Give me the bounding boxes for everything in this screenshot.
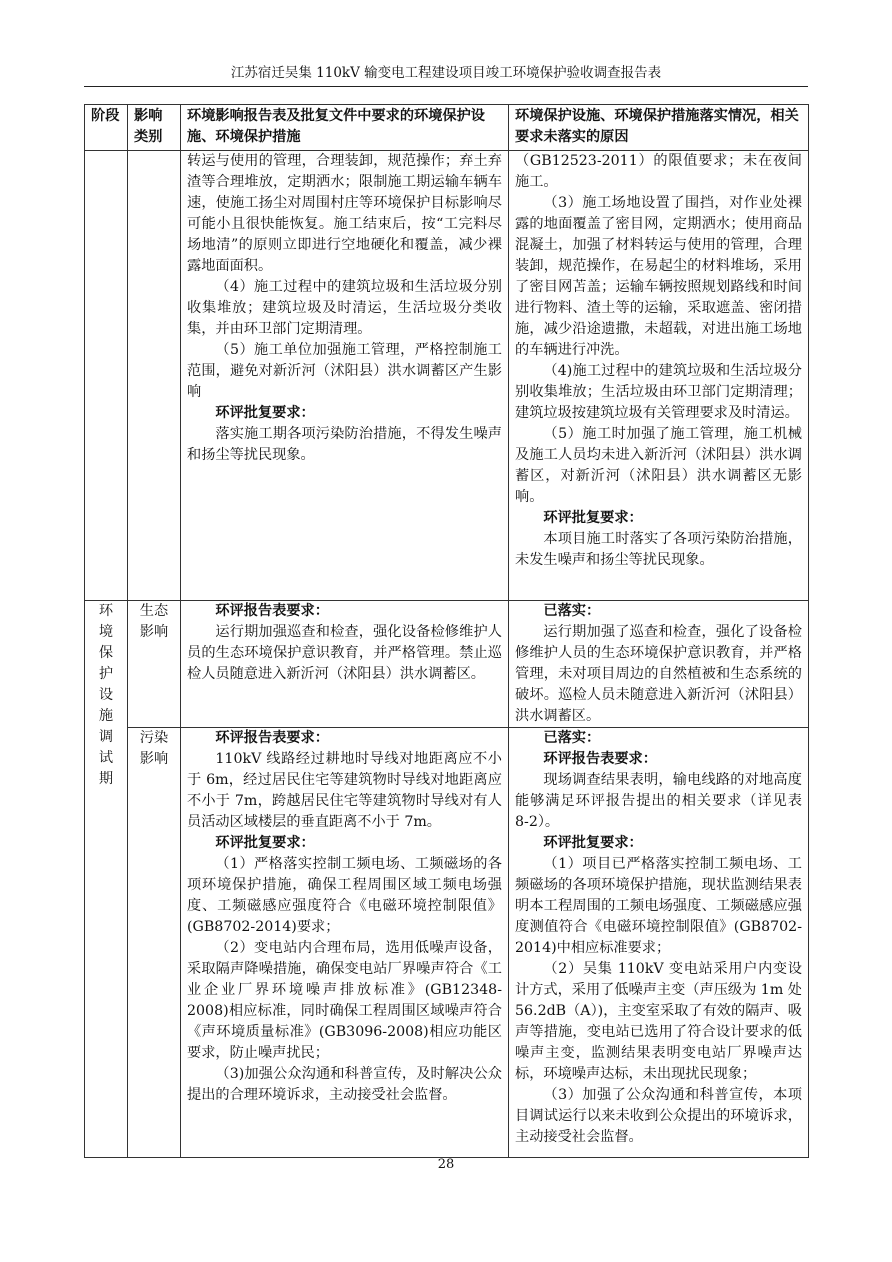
implementation-paragraph: （GB12523-2011）的限值要求；未在夜间施工。	[515, 153, 802, 190]
stage-label-commissioning: 环 境 保 护 设 施 调 试 期	[85, 601, 128, 1158]
requirement-subheading: 环评批复要求：	[215, 835, 315, 851]
implementation-paragraph: （2）吴集 110kV 变电站采用户内变设计方式，采用了低噪声主变（声压级为 1m 处 56.2dB（A）)，主变室采取了有效的隔声、吸声等措施，变电站已选用了符合设计要求的低噪声主变，监测结果表明变电站厂界噪声达标，环境噪声达标，未出现扰民现象；	[515, 961, 802, 1082]
implementation-subheading: 已落实：	[543, 730, 601, 746]
implementation-cell	[509, 151, 809, 601]
requirement-paragraph: （1）严格落实控制工频电场、工频磁场的各项环境保护措施，确保工程周围区域工频电场强度、工频磁感应强度符合《电磁环境控制限值》(GB8702-2014)要求；	[187, 856, 502, 935]
requirements-cell	[181, 151, 509, 601]
requirement-subheading: 环评报告表要求：	[215, 730, 329, 746]
requirement-paragraph: 落实施工期各项污染防治措施，不得发生噪声和扬尘等扰民现象。	[187, 426, 502, 463]
implementation-subheading: 环评报告表要求：	[543, 751, 657, 767]
implementation-subheading: 环评批复要求：	[543, 510, 643, 526]
implementation-paragraph: 本项目施工时落实了各项污染防治措施，未发生噪声和扬尘等扰民现象。	[515, 531, 802, 568]
implementation-paragraph: （1）项目已严格落实控制工频电场、工频磁场的各项环境保护措施，现状监测结果表明本工程周围的工频电场强度、工频磁感应强度测值符合《电磁环境控制限值》(GB8702-2014)中相应标准要求；	[515, 856, 802, 956]
requirements-cell	[181, 728, 509, 1158]
implementation-paragraph: （3）施工场地设置了围挡，对作业处裸露的地面覆盖了密目网，定期洒水；使用商品混凝土，加强了材料转运与使用的管理，合理装卸，规范操作，在易起尘的材料堆场，采用了密目网苫盖；运输车辆按照规划路线和时间进行物料、渣土等的运输，采取遮盖、密闭措施，减少沿途遗撒，未超载，对进出施工场地的车辆进行冲洗。	[515, 195, 802, 358]
requirement-paragraph: 转运与使用的管理，合理装卸，规范操作；弃土弃渣等合理堆放，定期洒水；限制施工期运输车辆车速，使施工扬尘对周围村庄等环境保护目标影响尽可能小且很快能恢复。施工结束后，按“工完料尽场地清”的原则立即进行空地硬化和覆盖，减少裸露地面面积。	[187, 153, 502, 274]
table-row-ecological-impact	[85, 601, 809, 728]
table-row-construction-continued	[85, 151, 809, 601]
implementation-paragraph: 现场调查结果表明，输电线路的对地高度能够满足环评报告提出的相关要求（详见表 8-2）。	[515, 772, 802, 830]
implementation-cell	[509, 728, 809, 1158]
header-impact-type: 影响类别	[128, 105, 181, 151]
type-cell-empty	[128, 151, 181, 601]
requirement-subheading: 环评报告表要求：	[215, 603, 329, 619]
requirement-paragraph: 110kV 线路经过耕地时导线对地距离应不小于 6m，经过居民住宅等建筑物时导线对地距离应不小于 7m，跨越居民住宅等建筑物时导线对有人员活动区域楼层的垂直距离不小于 7m。	[187, 751, 502, 830]
requirement-subheading: 环评批复要求：	[215, 405, 315, 421]
requirement-paragraph: （4）施工过程中的建筑垃圾和生活垃圾分别收集堆放；建筑垃圾及时清运，生活垃圾分类收集，并由环卫部门定期清理。	[187, 279, 502, 337]
requirements-cell	[181, 601, 509, 728]
header-stage: 阶段	[85, 105, 128, 151]
implementation-cell	[509, 601, 809, 728]
header-implementation: 环境保护设施、环境保护措施落实情况，相关要求未落实的原因	[509, 105, 809, 151]
table-header-row	[85, 105, 809, 151]
impact-type-pollution: 污染 影响	[128, 728, 181, 1158]
header-divider	[84, 86, 808, 87]
page-number: 28	[437, 1157, 455, 1172]
environmental-protection-table	[84, 104, 809, 1158]
requirement-paragraph: （2）变电站内合理布局，选用低噪声设备，采取隔声降噪措施，确保变电站厂界噪声符合《工业企业厂界环境噪声排放标准》(GB12348-2008)相应标准，同时确保工程周围区域噪声符合《声环境质量标准》(GB3096-2008)相应功能区要求，防止噪声扰民；	[187, 940, 502, 1061]
requirement-paragraph: （5）施工单位加强施工管理，严格控制施工范围，避免对新沂河（沭阳县）洪水调蓄区产生影响	[187, 342, 502, 400]
page-header-title: 江苏宿迁吴集 110kV 输变电工程建设项目竣工环境保护验收调查报告表	[230, 65, 662, 81]
stage-cell-empty	[85, 151, 128, 601]
header-requirements: 环境影响报告表及批复文件中要求的环境保护设施、环境保护措施	[181, 105, 509, 151]
implementation-paragraph: （4)施工过程中的建筑垃圾和生活垃圾分别收集堆放；生活垃圾由环卫部门定期清理；建筑垃圾按建筑垃圾有关管理要求及时清运。	[515, 363, 802, 421]
implementation-paragraph: （5）施工时加强了施工管理，施工机械及施工人员均未进入新沂河（沭阳县）洪水调蓄区，对新沂河（沭阳县）洪水调蓄区无影响。	[515, 426, 802, 505]
implementation-paragraph: （3）加强了公众沟通和科普宣传，本项目调试运行以来未收到公众提出的环境诉求，主动接受社会监督。	[515, 1087, 802, 1145]
impact-type-ecological: 生态 影响	[128, 601, 181, 728]
table-row-pollution-impact	[85, 728, 809, 1158]
requirement-paragraph: 运行期加强巡查和检查，强化设备检修维护人员的生态环境保护意识教育，并严格管理。禁止巡检人员随意进入新沂河（沭阳县）洪水调蓄区。	[187, 624, 502, 682]
implementation-subheading: 已落实：	[543, 603, 601, 619]
requirement-paragraph: （3)加强公众沟通和科普宣传，及时解决公众提出的合理环境诉求，主动接受社会监督。	[187, 1066, 502, 1103]
implementation-subheading: 环评批复要求：	[543, 835, 643, 851]
implementation-paragraph: 运行期加强了巡查和检查，强化了设备检修维护人员的生态环境保护意识教育，并严格管理，未对项目周边的自然植被和生态系统的破坏。巡检人员未随意进入新沂河（沭阳县）洪水调蓄区。	[515, 624, 802, 724]
